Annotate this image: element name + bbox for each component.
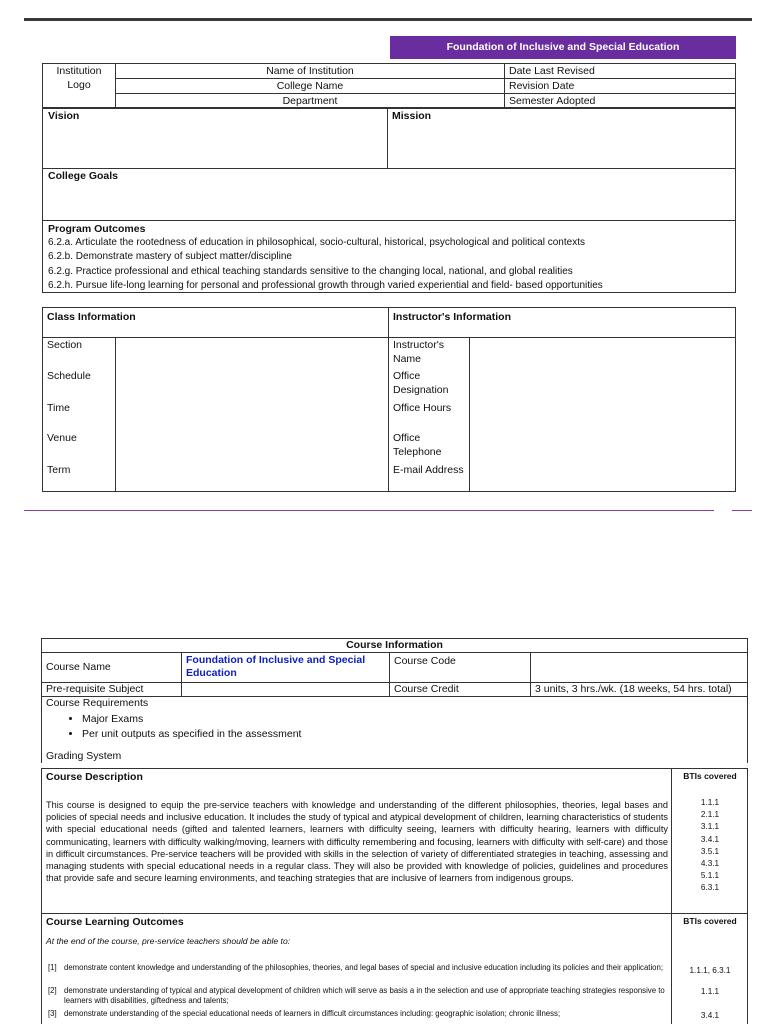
instructor-row-label: Office Designation [389, 369, 470, 401]
instructor-row-value [470, 431, 736, 463]
outcome-text: demonstrate content knowledge and understanding of the philosophies, theories, and legal bases of special and inclusive education including its policies and their application; [64, 963, 664, 972]
course-credit-label: Course Credit [390, 683, 531, 697]
class-row-value [116, 463, 389, 492]
bti-code: 3.1.1 [700, 822, 720, 832]
program-outcome: 6.2.h. Pursue life-long learning for personal and professional growth through varied experiential and field- based opportunities [48, 280, 603, 291]
course-description-block [41, 768, 748, 914]
institution-name: Name of Institution [116, 64, 505, 79]
outcome-number: [3] [48, 1009, 57, 1018]
class-row-label: Time [43, 401, 116, 431]
program-outcome: 6.2.b. Demonstrate mastery of subject matter/discipline [48, 251, 292, 262]
instructor-row-value [470, 338, 736, 369]
class-info-table [42, 307, 736, 492]
class-row-value [116, 369, 389, 401]
instructor-row-label: Instructor's Name [389, 338, 470, 369]
requirement-item: • Major Exams [82, 712, 743, 727]
course-info-title: Course Information [42, 639, 748, 653]
prereq-value [182, 683, 390, 697]
program-outcome: 6.2.g. Practice professional and ethical teaching standards sensitive to the changing local, national, and global realities [48, 266, 573, 277]
requirements-list [46, 712, 743, 742]
class-row-label: Schedule [43, 369, 116, 401]
revision-date: Revision Date [505, 79, 736, 94]
outcome-btis: 1.1.1 [700, 987, 720, 996]
date-last-revised: Date Last Revised [505, 64, 736, 79]
bti-code: 6.3.1 [700, 883, 720, 893]
instructor-info-label: Instructor's Information [389, 308, 736, 338]
instructor-row-label: E-mail Address [389, 463, 470, 492]
course-credit-value: 3 units, 3 hrs./wk. (18 weeks, 54 hrs. total) [531, 683, 748, 697]
program-outcome: 6.2.a. Articulate the rootedness of education in philosophical, socio-cultural, historical, psychological and political contexts [48, 237, 585, 248]
course-name-value: Foundation of Inclusive and Special Education [182, 653, 390, 683]
page-divider [24, 510, 714, 511]
course-info-table [41, 638, 748, 763]
outcome-text: demonstrate understanding of typical and atypical development of children which will serve as basis a in the selection and use of appropriate teaching strategies responsive to learners with disabilities, giftedness and talents; [64, 986, 665, 1005]
grading-system-label: Grading System [42, 750, 748, 763]
top-rule [24, 18, 752, 21]
outcome-number: [1] [48, 963, 57, 972]
course-description-label: Course Description [46, 771, 143, 783]
outcome-text: demonstrate understanding of the special educational needs of learners in difficult circumstances including: geographic isolation; chronic illness; [64, 1009, 561, 1018]
outcome-number: [2] [48, 986, 57, 995]
mission-label: Mission [392, 110, 432, 122]
learning-outcomes-intro: At the end of the course, pre-service teachers should be able to: [46, 936, 291, 946]
program-outcomes-label: Program Outcomes [48, 223, 146, 235]
instructor-row-label: Office Telephone [389, 431, 470, 463]
course-code-label: Course Code [390, 653, 531, 683]
learning-outcomes-block [41, 913, 748, 1024]
class-row-value [116, 401, 389, 431]
course-requirements [42, 697, 748, 750]
department: Department [116, 94, 505, 109]
course-code-value [531, 653, 748, 683]
learning-outcome-item [48, 1009, 666, 1019]
instructor-row-value [470, 369, 736, 401]
btis-list [672, 797, 748, 895]
class-row-label: Term [43, 463, 116, 492]
header-table [42, 63, 736, 109]
outcome-btis: 1.1.1, 6.3.1 [689, 966, 731, 975]
btis-covered-label: BTIs covered [683, 771, 737, 781]
college-name: College Name [116, 79, 505, 94]
learning-outcome-item [48, 986, 666, 1006]
institution-logo: Institution Logo [43, 64, 116, 109]
bti-code: 1.1.1 [700, 798, 720, 807]
bti-code: 2.1.1 [700, 810, 720, 820]
learning-outcomes-label: Course Learning Outcomes [46, 916, 184, 928]
btis-covered-label: BTIs covered [683, 916, 737, 926]
course-name-label: Course Name [42, 653, 182, 683]
course-requirements-label: Course Requirements [46, 697, 149, 709]
outcome-btis: 3.4.1 [700, 1011, 720, 1020]
prereq-label: Pre-requisite Subject [42, 683, 182, 697]
banner-title: Foundation of Inclusive and Special Education [390, 36, 736, 59]
class-row-label: Venue [43, 431, 116, 463]
requirement-item: • Per unit outputs as specified in the assessment [82, 727, 743, 742]
vision-mission-block [42, 107, 736, 293]
course-description-text: This course is designed to equip the pre-service teachers with knowledge and understanding of the different philosophies, theories, legal bases and policies of special needs and inclusive education. It includes the study of typical and atypical development of children, learning characteristics of students with special educational needs (gifted and talented learners, learners with difficulty seeing, learners with difficulty hearing, learners with difficulty communicating, learners with difficulty walking/moving, learners with difficulty remembering and focusing, learners with difficulty with self-care) and those in difficult circumstances. Pre-service teachers will be provided with skills in the selection of variety of differentiated strategies in teaching, assessing and managing students with special educational needs in a regular class. They will also be provided with knowledge of policies, guidelines and procedures that provide safe and secure learning environments, and teaching strategies that are inclusive of learners from indigenous groups. [46, 800, 668, 884]
semester-adopted: Semester Adopted [505, 94, 736, 109]
instructor-row-value [470, 463, 736, 492]
class-row-value [116, 338, 389, 369]
college-goals-label: College Goals [48, 170, 119, 182]
class-info-label: Class Information [43, 308, 389, 338]
learning-outcome-item [48, 963, 666, 973]
class-row-label: Section [43, 338, 116, 369]
class-row-value [116, 431, 389, 463]
instructor-row-value [470, 401, 736, 431]
bti-code: 4.3.1 [700, 859, 720, 869]
bti-code: 3.5.1 [700, 846, 720, 856]
page-divider-dash [732, 510, 752, 511]
bti-code: 3.4.1 [700, 834, 720, 844]
vision-label: Vision [48, 110, 80, 122]
instructor-row-label: Office Hours [389, 401, 470, 431]
bti-code: 5.1.1 [700, 871, 720, 881]
